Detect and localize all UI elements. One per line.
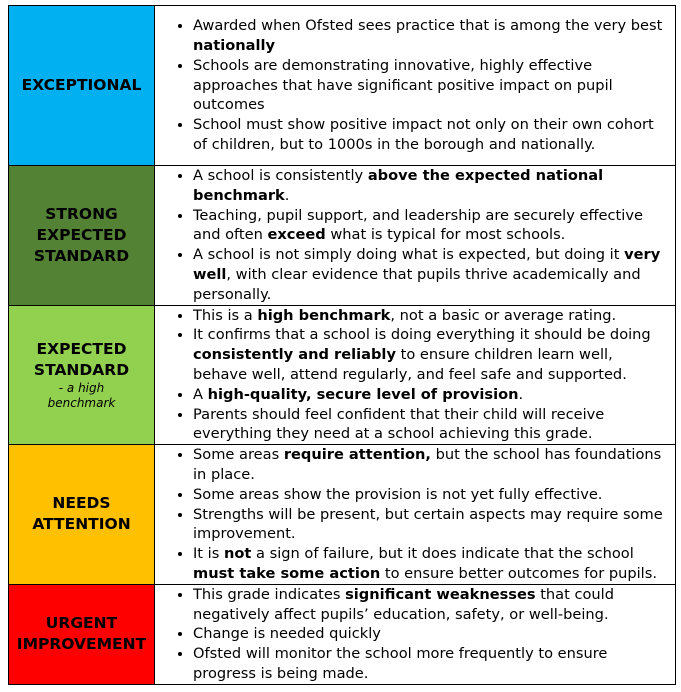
bullet-item (193, 115, 669, 155)
bullet-emphasis: above the expected national benchmark (193, 167, 604, 204)
grade-description-needs (155, 445, 676, 585)
bullet-item (193, 245, 669, 304)
bullet-item (193, 16, 669, 56)
bullet-text: Teaching, pupil support, and leadership are securely effective and often (193, 206, 643, 244)
bullet-text: It confirms that a school is doing everything it should be doing (193, 326, 651, 344)
bullet-emphasis: high-quality, secure level of provision (207, 385, 519, 403)
bullet-text: Change is needed quickly (193, 625, 381, 643)
bullet-text: A (193, 385, 208, 403)
bullet-text: This grade indicates (193, 585, 346, 603)
bullet-item (193, 624, 669, 644)
bullet-emphasis: high benchmark (257, 306, 391, 324)
grade-label-line: EXPECTED (36, 225, 127, 244)
bullet-text: A school is consistently (193, 167, 368, 184)
grade-label-line: URGENT (45, 614, 118, 633)
grade-label-exceptional (9, 6, 155, 166)
grade-label-needs (9, 445, 155, 585)
grade-row-needs (9, 445, 676, 585)
grade-label-line: EXPECTED (36, 339, 127, 358)
bullet-list (155, 166, 675, 305)
bullet-list (155, 306, 675, 445)
bullet-text: Ofsted will monitor the school more frequently to ensure progress is being made. (193, 645, 608, 682)
grade-row-urgent (9, 584, 676, 684)
bullet-text: Strengths will be present, but certain aspects may require some improvement. (193, 505, 663, 543)
bullet-text: that could negatively affect pupils’ education, safety, or well-being. (193, 585, 614, 623)
grade-label-subtitle: - a high (58, 380, 105, 395)
bullet-text: what is typical for most schools. (325, 226, 566, 244)
bullet-item (193, 385, 669, 405)
bullet-item (193, 325, 669, 384)
bullet-text: . (518, 385, 524, 403)
bullet-emphasis: very well (193, 246, 661, 283)
grade-row-exceptional (9, 6, 676, 166)
bullet-text: Some areas show the provision is not yet fully effective. (193, 485, 603, 503)
grade-label-line: NEEDS (52, 494, 111, 513)
bullet-item (193, 544, 669, 584)
bullet-list (155, 585, 675, 684)
grade-label-expected (9, 305, 155, 445)
bullet-emphasis: exceed (267, 226, 326, 244)
grade-label-strong (9, 166, 155, 306)
bullet-text: This is a (193, 306, 258, 324)
grade-description-expected (155, 305, 676, 445)
bullet-list (155, 445, 675, 584)
bullet-item (193, 56, 669, 115)
bullet-item (193, 505, 669, 545)
bullet-emphasis: must take some action (193, 564, 381, 582)
grade-label-line: STANDARD (33, 246, 130, 265)
grades-table-body (9, 6, 676, 685)
grade-description-exceptional (155, 6, 676, 166)
ofsted-grades-table (8, 5, 676, 685)
bullet-text: , with clear evidence that pupils thrive academically and personally. (193, 265, 641, 303)
grade-label-line: ATTENTION (32, 515, 131, 534)
grade-label-urgent (9, 584, 155, 684)
bullet-text: to ensure better outcomes for pupils. (380, 564, 657, 582)
bullet-text: It is (193, 545, 224, 563)
bullet-text: Schools are demonstrating innovative, highly effective approaches that have significant positive impact on pupil outcomes (193, 56, 613, 114)
bullet-text: Parents should feel confident that their child will receive everything they need at a school achieving this grade. (193, 405, 605, 443)
bullet-emphasis: significant weaknesses (345, 585, 536, 603)
bullet-text: . (284, 186, 290, 204)
bullet-text: , not a basic or average rating. (390, 306, 617, 324)
grade-label-line: STRONG (45, 204, 118, 223)
grade-row-expected (9, 305, 676, 445)
bullet-item (193, 166, 669, 206)
bullet-text: but the school has foundations in place. (193, 446, 662, 483)
bullet-item (193, 485, 669, 505)
bullet-emphasis: consistently and reliably (193, 346, 396, 364)
bullet-emphasis: nationally (193, 37, 275, 54)
bullet-item (193, 644, 669, 684)
bullet-text: Awarded when Ofsted sees practice that is among the very best (193, 17, 663, 35)
grade-row-strong (9, 166, 676, 306)
bullet-item (193, 306, 669, 326)
bullet-emphasis: require attention, (283, 446, 431, 464)
bullet-item (193, 585, 669, 625)
grade-label-line: IMPROVEMENT (16, 635, 147, 654)
bullet-text: Some areas (193, 446, 284, 464)
grade-label-line: EXCEPTIONAL (21, 76, 142, 94)
bullet-item (193, 206, 669, 246)
grade-label-subtitle: benchmark (47, 395, 116, 410)
grade-label-line: STANDARD (33, 360, 130, 379)
bullet-text: to ensure children learn well, behave well, attend regularly, and feel safe and supported. (193, 346, 627, 383)
bullet-item (193, 405, 669, 445)
bullet-emphasis: not (223, 545, 252, 563)
grade-description-strong (155, 166, 676, 306)
bullet-list (155, 16, 675, 155)
bullet-text: School must show positive impact not only on their own cohort of children, but to 1000s in the borough and nationally. (193, 116, 654, 153)
grade-description-urgent (155, 584, 676, 684)
bullet-item (193, 445, 669, 485)
bullet-text: a sign of failure, but it does indicate that the school (251, 545, 634, 563)
bullet-text: A school is not simply doing what is expected, but doing it (193, 246, 625, 264)
